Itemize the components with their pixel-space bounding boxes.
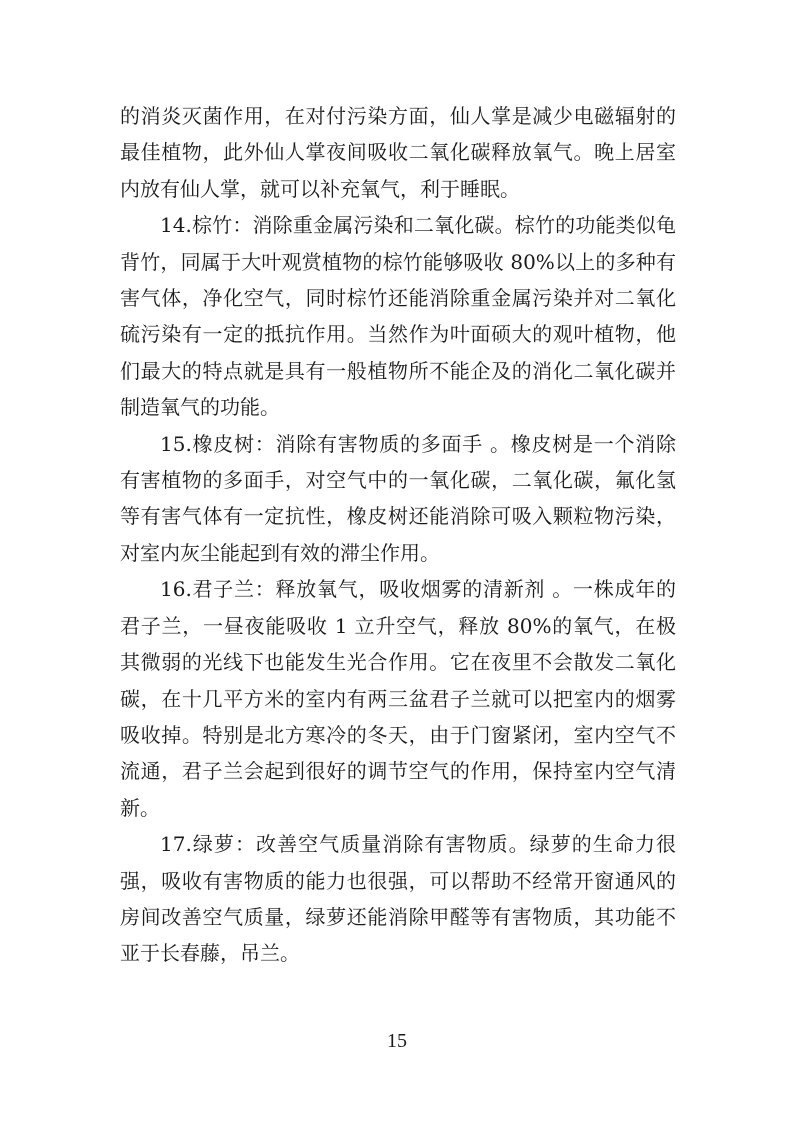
paragraph-rubber-tree: 15.橡皮树：消除有害物质的多面手 。橡皮树是一个消除有害植物的多面手，对空气中的一氧化碳，二氧化碳，氟化氢等有害气体有一定抗性，橡皮树还能消除可吸入颗粒物污染，对室内灰尘能起到有效的滞尘作用。 (120, 431, 676, 565)
paragraph-cactus-continued: 的消炎灭菌作用，在对付污染方面，仙人掌是减少电磁辐射的最佳植物，此外仙人掌夜间吸收二氧化碳释放氧气。晚上居室内放有仙人掌，就可以补充氧气，利于睡眠。 (120, 104, 676, 201)
paragraph-pothos: 17.绿萝：改善空气质量消除有害物质。绿萝的生命力很强，吸收有害物质的能力也很强，可以帮助不经常开窗通风的房间改善空气质量，绿萝还能消除甲醛等有害物质，其功能不亚于长春藤，吊兰。 (120, 832, 676, 966)
page-number: 15 (387, 1030, 407, 1052)
paragraph-clivia: 16.君子兰：释放氧气，吸收烟雾的清新剂 。一株成年的君子兰，一昼夜能吸收 1 立升空气，释放 80%的氧气，在极其微弱的光线下也能发生光合作用。它在夜里不会散发二氧化碳，在十几平方米的室内有两三盆君子兰就可以把室内的烟雾吸收掉。特别是北方寒冷的冬天，由于门窗紧闭，室内空气不流通，君子兰会起到很好的调节空气的作用，保持室内空气清新。 (120, 577, 676, 820)
document-body (120, 98, 676, 972)
paragraph-lady-palm: 14.棕竹：消除重金属污染和二氧化碳。棕竹的功能类似龟背竹，同属于大叶观赏植物的棕竹能够吸收 80%以上的多种有害气体，净化空气，同时棕竹还能消除重金属污染并对二氧化硫污染有一定的抵抗作用。当然作为叶面硕大的观叶植物，他们最大的特点就是具有一般植物所不能企及的消化二氧化碳并制造氧气的功能。 (120, 213, 676, 420)
